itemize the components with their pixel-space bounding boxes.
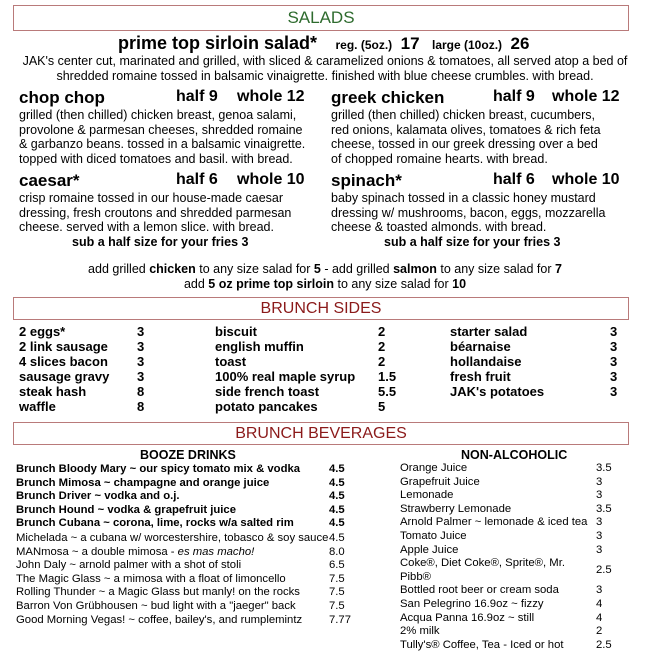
item-price: 2.5 <box>596 638 612 651</box>
menu-row <box>16 614 351 628</box>
item-name <box>400 598 596 612</box>
menu-row <box>16 463 345 477</box>
menu-row <box>400 544 612 558</box>
addon-text: to any size salad for <box>334 277 453 291</box>
item-price: 7.77 <box>329 613 351 626</box>
desc-line: & garbanzo beans. tossed in a balsamic vinaigrette. <box>19 137 306 151</box>
spinach-name: spinach* <box>331 171 402 190</box>
chop-chop-half: half 9 <box>176 88 218 105</box>
item-name <box>400 462 596 476</box>
item-name-text: biscuit <box>215 324 257 339</box>
item-price: 3 <box>596 475 603 488</box>
item-name <box>450 324 610 339</box>
item-name-text: 100% real maple syrup <box>215 369 356 384</box>
caesar-desc <box>19 191 314 249</box>
caesar-sub-note: sub a half size for your fries 3 <box>72 234 249 249</box>
item-price: 5 <box>378 399 386 414</box>
item-name <box>16 490 329 504</box>
item-price: 3 <box>596 489 603 502</box>
item-name <box>400 544 596 558</box>
item-name-text: Brunch Mimosa ~ champagne and orange juice <box>16 476 270 489</box>
item-name-text: 4 slices bacon <box>19 354 108 369</box>
item-name-text: Bottled root beer or cream soda <box>400 584 559 597</box>
desc-line: red onions, kalamata olives, tomatoes & rich feta <box>331 122 601 137</box>
menu-row <box>215 324 396 339</box>
item-price: 5.5 <box>378 384 397 399</box>
item-name-text: Coke®, Diet Coke®, Sprite®, Mr. Pibb® <box>400 557 565 583</box>
item-name <box>400 476 596 490</box>
prime-reg-price: 17 <box>400 34 420 53</box>
desc-line: dressing, fresh croutons and shredded parmesan <box>19 205 292 220</box>
item-name <box>16 600 329 614</box>
menu-row <box>215 369 396 384</box>
item-price: 4.5 <box>329 490 345 503</box>
menu-row <box>19 384 144 399</box>
salad-addons <box>0 262 650 292</box>
desc-line: of chopped romaine hearts. with bread. <box>331 151 548 166</box>
item-name <box>19 384 137 399</box>
prime-large-price: 26 <box>510 34 530 53</box>
menu-row <box>19 324 144 339</box>
item-name <box>16 517 329 531</box>
item-name <box>16 559 329 573</box>
menu-row <box>400 462 612 476</box>
item-name-text: hollandaise <box>450 354 522 369</box>
item-name-text: Acqua Panna 16.9oz ~ still <box>400 611 535 624</box>
addon-chicken-price: 5 <box>313 262 321 276</box>
menu-row <box>400 625 612 639</box>
item-price: 3 <box>610 384 618 399</box>
item-name-text: starter salad <box>450 324 528 339</box>
menu-row <box>16 532 351 546</box>
item-name <box>16 586 329 600</box>
menu-row <box>16 490 345 504</box>
item-name <box>16 573 329 587</box>
item-name-text: Apple Juice <box>400 543 459 556</box>
item-name-text: MANmosa ~ a double mimosa - <box>16 545 178 558</box>
item-name-text: Brunch Bloody Mary ~ our spicy tomato mix & vodka <box>16 463 301 475</box>
item-name <box>16 614 329 628</box>
addon-text: add grilled <box>88 262 150 276</box>
item-name-text: fresh fruit <box>450 369 511 384</box>
menu-row <box>19 369 144 384</box>
item-name-text: 2 eggs* <box>19 324 66 339</box>
item-name-text: steak hash <box>19 384 87 399</box>
item-name-text: english muffin <box>215 339 304 354</box>
item-name-text: Michelada ~ a cubana w/ worcestershire, tobasco & soy sauce <box>16 532 329 544</box>
item-name-text: waffle <box>19 399 56 414</box>
addon-text: add <box>183 277 209 291</box>
desc-line: provolone & parmesan cheeses, shredded romaine <box>19 122 303 137</box>
spinach-whole: whole 10 <box>552 171 620 188</box>
booze-bold-list <box>16 463 345 531</box>
menu-row <box>16 586 351 600</box>
menu-row <box>16 600 351 614</box>
nonalc-list <box>400 462 612 652</box>
item-name <box>215 339 378 354</box>
item-name <box>450 339 610 354</box>
addon-text: to any size salad for <box>195 262 314 276</box>
item-price: 4.5 <box>329 503 345 516</box>
item-name-text: sausage gravy <box>19 369 110 384</box>
prime-large-label: large (10oz.) <box>432 38 503 52</box>
item-name-text: 2% milk <box>400 625 440 638</box>
item-name-italic: es mas macho! <box>177 545 255 558</box>
menu-row <box>400 612 612 626</box>
addon-sirloin: 5 oz prime top sirloin <box>208 277 335 291</box>
item-price: 3 <box>137 369 145 384</box>
spinach-half: half 6 <box>493 171 535 188</box>
item-price: 3 <box>137 339 145 354</box>
greek-chicken-desc <box>331 108 626 166</box>
item-name <box>450 369 610 384</box>
chop-chop-whole: whole 12 <box>237 88 305 105</box>
caesar-half: half 6 <box>176 171 218 188</box>
item-price: 3 <box>137 354 145 369</box>
menu-row <box>215 354 396 369</box>
item-price: 2.5 <box>596 563 612 576</box>
item-price: 3 <box>596 529 603 542</box>
item-name-text: Brunch Driver ~ vodka and o.j. <box>16 490 180 503</box>
item-name <box>19 324 137 339</box>
item-name-text: Grapefruit Juice <box>400 475 480 488</box>
item-price: 2 <box>378 354 386 369</box>
menu-row <box>450 324 617 339</box>
spinach-item <box>331 171 626 249</box>
greek-chicken-item <box>331 88 626 166</box>
menu-row <box>215 339 396 354</box>
booze-list <box>16 532 351 627</box>
menu-row <box>19 399 144 414</box>
caesar-name: caesar* <box>19 171 80 190</box>
item-price: 3 <box>596 584 603 597</box>
desc-line: topped with diced tomatoes and basil. with bread. <box>19 151 293 166</box>
greek-chicken-name: greek chicken <box>331 88 445 107</box>
item-price: 7.5 <box>329 572 345 585</box>
menu-row <box>16 573 351 587</box>
prime-salad-title-row <box>118 33 529 54</box>
brunch-sides-header <box>13 297 629 320</box>
item-price: 6.5 <box>329 559 345 572</box>
salads-header-text: SALADS <box>287 8 355 27</box>
prime-salad-desc <box>0 54 650 83</box>
brunch-beverages-header-text: BRUNCH BEVERAGES <box>235 425 407 442</box>
prime-salad-name: prime top sirloin salad* <box>118 33 318 53</box>
item-name <box>400 625 596 639</box>
item-name <box>400 557 596 584</box>
addon-salmon: salmon <box>393 262 437 276</box>
menu-row <box>450 339 617 354</box>
salads-header <box>13 5 629 31</box>
menu-row <box>400 516 612 530</box>
desc-line: grilled (then chilled) chicken breast, cucumbers, <box>331 108 596 122</box>
item-name <box>19 369 137 384</box>
addon-line-1 <box>0 262 650 277</box>
item-price: 7.5 <box>329 599 345 612</box>
item-name-text: Strawberry Lemonade <box>400 502 512 515</box>
menu-row <box>16 517 345 531</box>
item-name <box>400 639 596 652</box>
item-price: 4 <box>596 597 603 610</box>
desc-line: grilled (then chilled) chicken breast, genoa salami, <box>19 108 297 122</box>
item-name-text: Lemonade <box>400 489 454 502</box>
menu-row <box>450 369 617 384</box>
item-name <box>16 463 329 477</box>
addon-chicken: chicken <box>149 262 196 276</box>
spinach-sub-note: sub a half size for your fries 3 <box>384 234 561 249</box>
menu-row <box>16 546 351 560</box>
item-price: 4 <box>596 611 603 624</box>
item-name-text: potato pancakes <box>215 399 318 414</box>
item-name-text: Orange Juice <box>400 462 468 474</box>
item-price: 2 <box>378 339 386 354</box>
desc-line: baby spinach tossed in a classic honey mustard <box>331 191 596 205</box>
menu-row <box>400 530 612 544</box>
spinach-desc <box>331 191 626 249</box>
item-name <box>16 546 329 560</box>
menu-row <box>400 476 612 490</box>
nonalc-title: NON-ALCOHOLIC <box>461 448 568 462</box>
menu-row <box>215 399 396 414</box>
brunch-beverages-header <box>13 422 629 445</box>
addon-line-2 <box>0 277 650 292</box>
menu-row <box>215 384 396 399</box>
greek-chicken-half: half 9 <box>493 88 535 105</box>
item-name <box>215 384 378 399</box>
menu-row <box>16 477 345 491</box>
addon-text: - add grilled <box>320 262 394 276</box>
sides-col-3 <box>450 324 617 399</box>
menu-row <box>16 559 351 573</box>
item-price: 3 <box>610 339 618 354</box>
addon-text: to any size salad for <box>436 262 555 276</box>
item-price: 8.0 <box>329 545 345 558</box>
item-name <box>19 339 137 354</box>
item-name-text: Arnold Palmer ~ lemonade & iced tea <box>400 516 588 529</box>
caesar-whole: whole 10 <box>237 171 305 188</box>
item-price: 3.5 <box>596 502 612 515</box>
item-name-text: Brunch Cubana ~ corona, lime, rocks w/a salted rim <box>16 517 294 530</box>
menu-row <box>19 354 144 369</box>
item-price: 3 <box>610 324 618 339</box>
item-name <box>400 503 596 517</box>
item-name <box>450 384 610 399</box>
menu-row <box>19 339 144 354</box>
item-name-text: béarnaise <box>450 339 511 354</box>
desc-line: crisp romaine tossed in our house-made caesar <box>19 191 284 205</box>
prime-reg-label: reg. (5oz.) <box>335 38 393 52</box>
desc-line: cheese & toasted almonds. with bread. <box>331 220 547 234</box>
desc-line: cheese, tossed in our greek dressing over a bed <box>331 137 598 151</box>
menu-row <box>450 354 617 369</box>
item-name <box>215 399 378 414</box>
item-name <box>19 354 137 369</box>
menu-row <box>400 598 612 612</box>
item-name <box>16 532 329 546</box>
item-price: 7.5 <box>329 586 345 599</box>
chop-chop-name: chop chop <box>19 88 105 107</box>
booze-title: BOOZE DRINKS <box>140 448 236 462</box>
addon-salmon-price: 7 <box>555 262 562 276</box>
item-price: 8 <box>137 384 145 399</box>
item-name-text: side french toast <box>215 384 320 399</box>
item-price: 3.5 <box>596 462 612 474</box>
item-name-text: John Daly ~ arnold palmer with a shot of stoli <box>16 559 242 572</box>
desc-line: cheese. served with a lemon slice. with bread. <box>19 220 274 234</box>
item-name <box>215 354 378 369</box>
menu-row <box>400 503 612 517</box>
item-price: 2 <box>378 324 386 339</box>
item-name-text: toast <box>215 354 247 369</box>
chop-chop-item <box>19 88 309 166</box>
menu-row <box>400 489 612 503</box>
item-price: 4.5 <box>329 532 345 544</box>
item-price: 4.5 <box>329 517 345 530</box>
item-name <box>400 584 596 598</box>
item-price: 3 <box>596 516 603 529</box>
item-name-text: Rolling Thunder ~ a Magic Glass but manly! on the rocks <box>16 586 300 599</box>
item-name-text: Tomato Juice <box>400 529 467 542</box>
item-price: 3 <box>610 369 618 384</box>
item-name <box>400 516 596 530</box>
item-name <box>450 354 610 369</box>
item-price: 1.5 <box>378 369 397 384</box>
item-price: 4.5 <box>329 476 345 489</box>
item-name-text: The Magic Glass ~ a mimosa with a float of limoncello <box>16 572 286 585</box>
menu-row <box>400 557 612 584</box>
item-name-text: Tully's® Coffee, Tea - Iced or hot <box>400 638 564 651</box>
item-name-text: 2 link sausage <box>19 339 108 354</box>
item-price: 2 <box>596 625 603 638</box>
item-price: 8 <box>137 399 145 414</box>
menu-row <box>400 639 612 652</box>
item-name <box>215 369 378 384</box>
item-name <box>16 477 329 491</box>
item-name-text: Brunch Hound ~ vodka & grapefruit juice <box>16 503 237 516</box>
menu-row <box>450 384 617 399</box>
greek-chicken-whole: whole 12 <box>552 88 620 105</box>
item-name <box>400 489 596 503</box>
item-name <box>16 504 329 518</box>
brunch-sides-header-text: BRUNCH SIDES <box>260 300 382 317</box>
menu-row <box>16 504 345 518</box>
item-name-text: Barron Von Grübhousen ~ bud light with a "jaeger" back <box>16 599 296 612</box>
chop-chop-desc <box>19 108 309 166</box>
addon-sirloin-price: 10 <box>452 277 467 291</box>
item-name <box>215 324 378 339</box>
item-name <box>19 399 137 414</box>
prime-desc-line: shredded romaine tossed in balsamic vinaigrette. finished with blue cheese crumbles. with bread. <box>56 68 594 83</box>
item-name <box>400 530 596 544</box>
sides-col-2 <box>215 324 396 414</box>
item-price: 3 <box>610 354 618 369</box>
prime-desc-line: JAK's center cut, marinated and grilled, with sliced & caramelized onions & tomatoes, all served atop a bed of <box>22 54 628 68</box>
desc-line: dressing w/ mushrooms, bacon, eggs, mozzarella <box>331 205 606 220</box>
caesar-item <box>19 171 314 249</box>
menu-row <box>400 584 612 598</box>
item-price: 3 <box>137 324 145 339</box>
item-name-text: San Pelegrino 16.9oz ~ fizzy <box>400 597 544 610</box>
item-price: 4.5 <box>329 463 345 475</box>
item-name-text: Good Morning Vegas! ~ coffee, bailey's, and rumplemintz <box>16 613 303 626</box>
sides-col-1 <box>19 324 144 414</box>
item-name <box>400 612 596 626</box>
item-name-text: JAK's potatoes <box>450 384 545 399</box>
item-price: 3 <box>596 543 603 556</box>
